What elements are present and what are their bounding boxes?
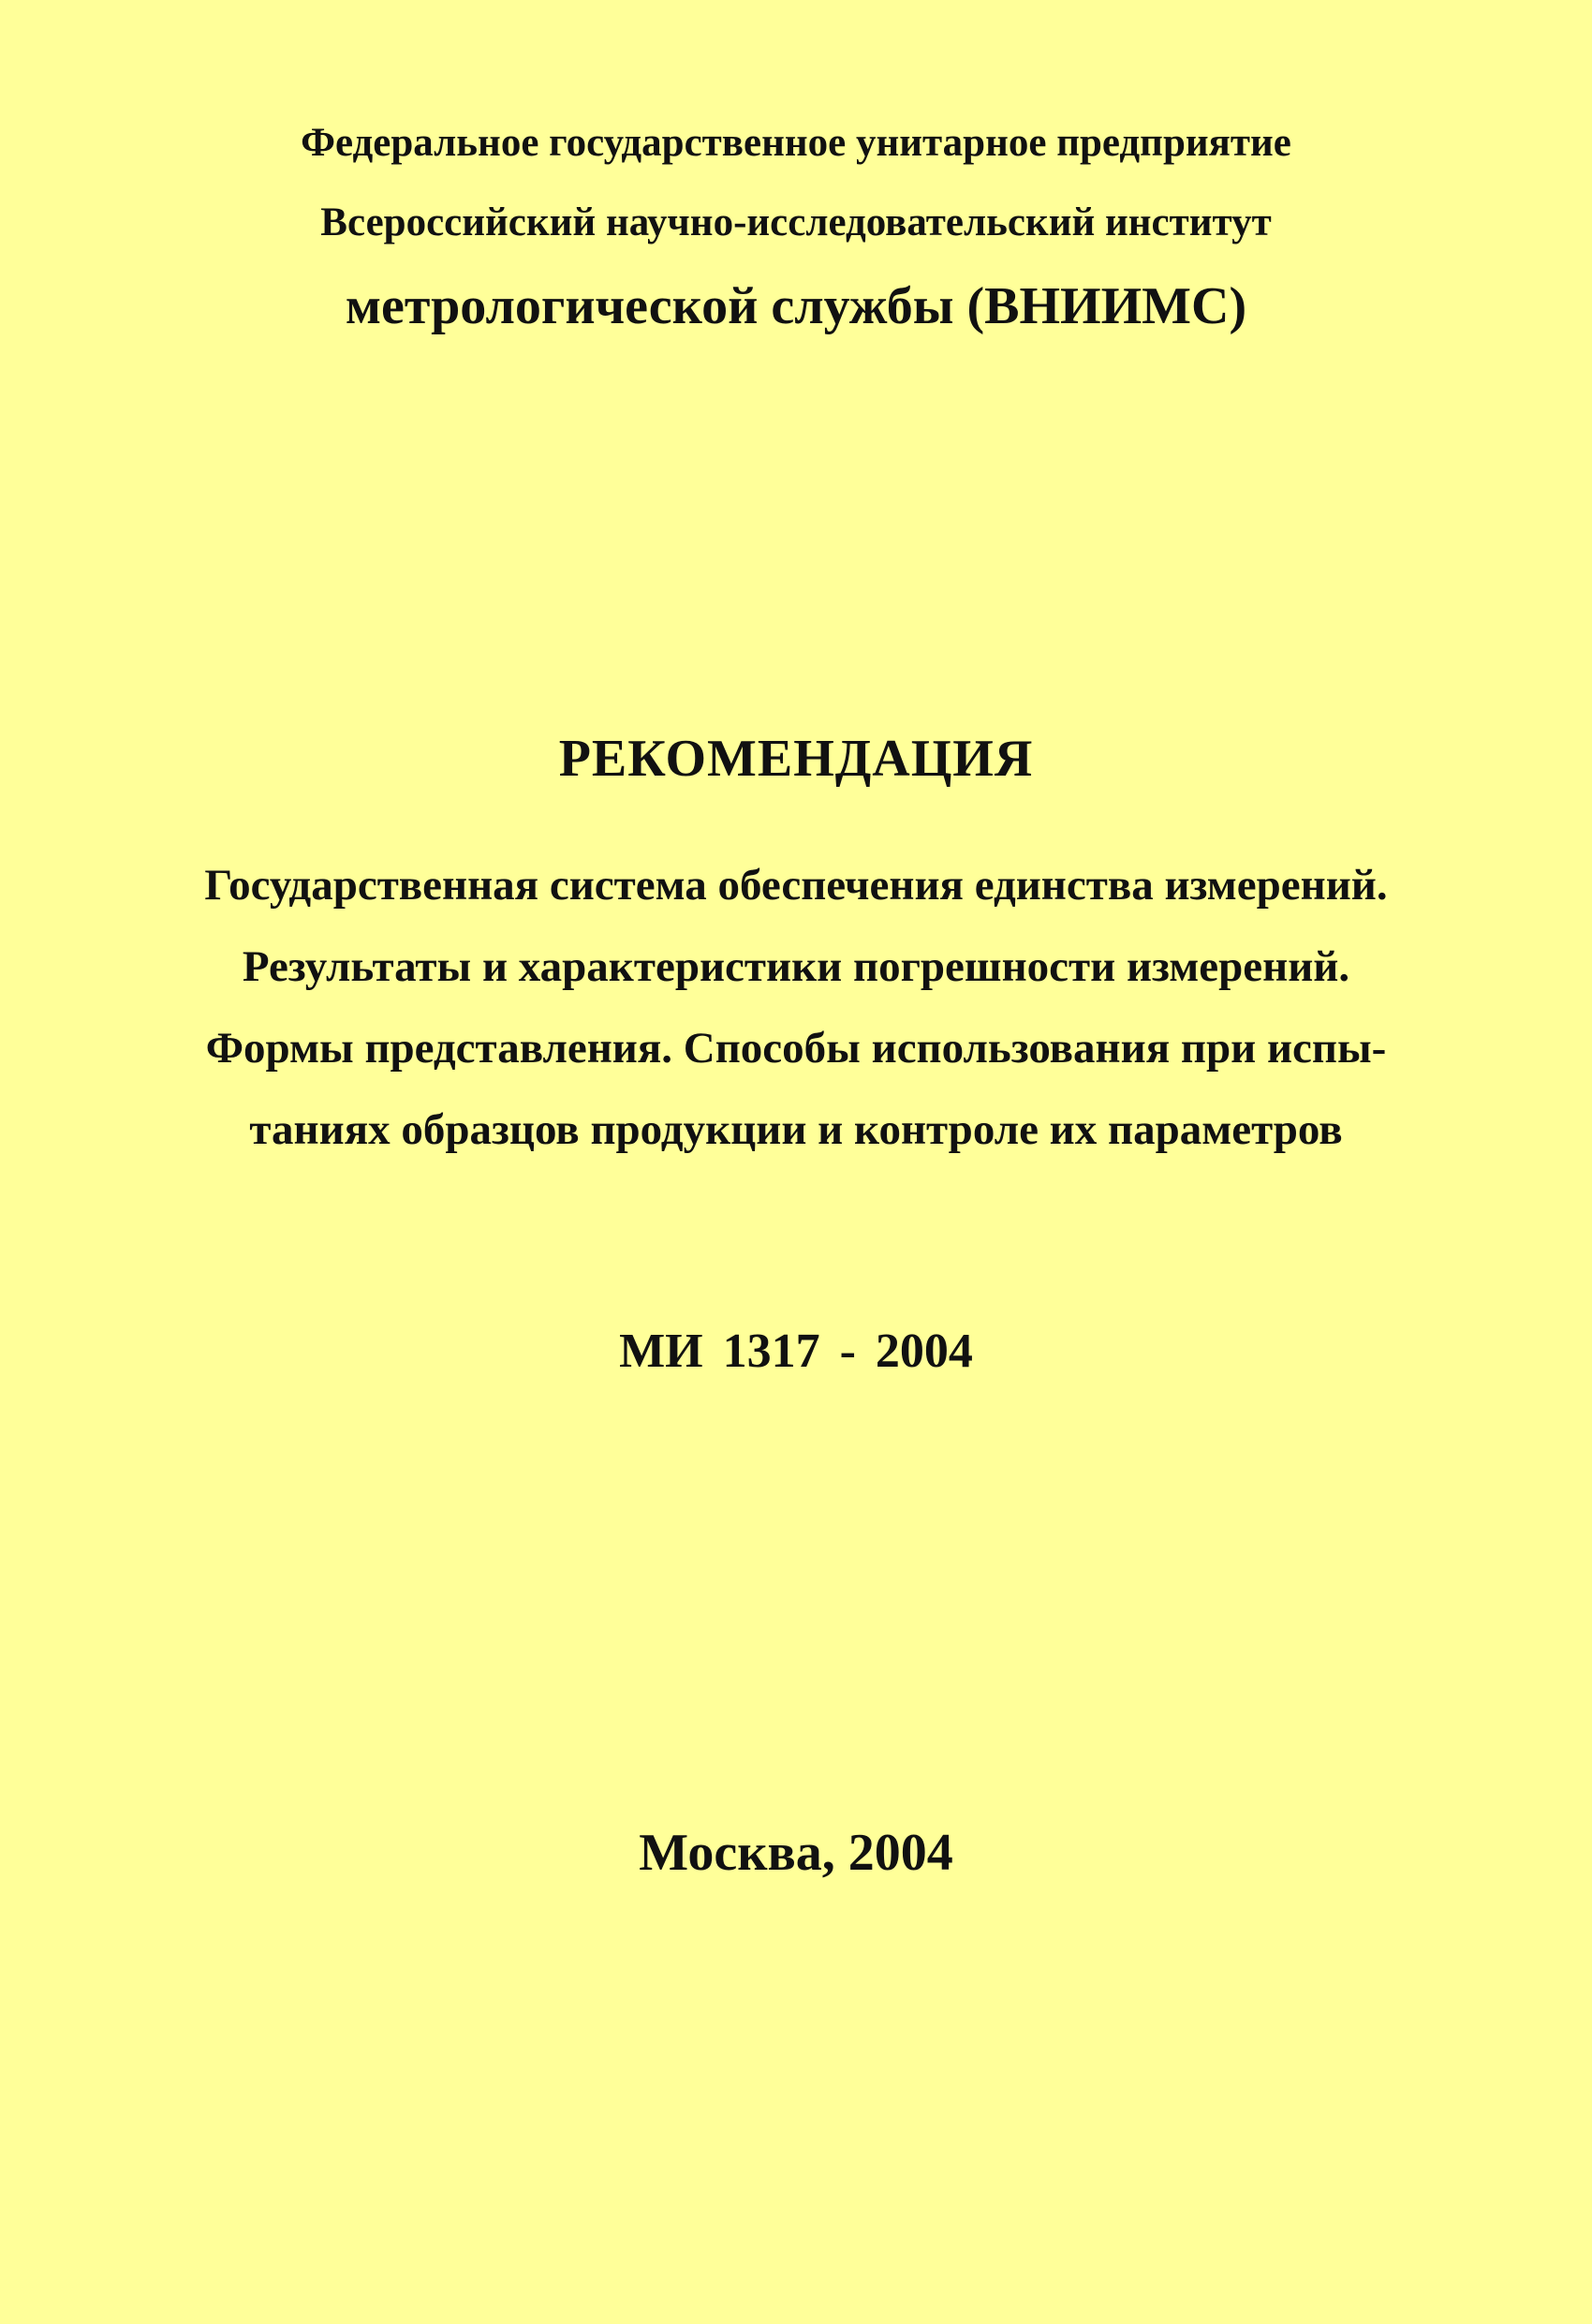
document-type-heading: РЕКОМЕНДАЦИЯ <box>558 730 1034 788</box>
document-title-line-1: Государственная система обеспечения единства измерений. <box>204 861 1388 910</box>
document-title-line-4: таниях образцов продукции и контроле их параметров <box>249 1105 1343 1154</box>
organization-name-line-1: Федеральное государственное унитарное предприятие <box>301 121 1291 165</box>
document-title-line-3: Формы представления. Способы использования при испы- <box>205 1024 1387 1073</box>
document-code: МИ 1317 - 2004 <box>619 1325 973 1378</box>
organization-name-line-2: Всероссийский научно-исследовательский институт <box>320 200 1272 244</box>
publication-place-year: Москва, 2004 <box>639 1824 953 1882</box>
organization-name-line-3: метрологической службы (ВНИИМС) <box>345 277 1247 335</box>
document-title-line-2: Результаты и характеристики погрешности измерений. <box>242 942 1350 991</box>
